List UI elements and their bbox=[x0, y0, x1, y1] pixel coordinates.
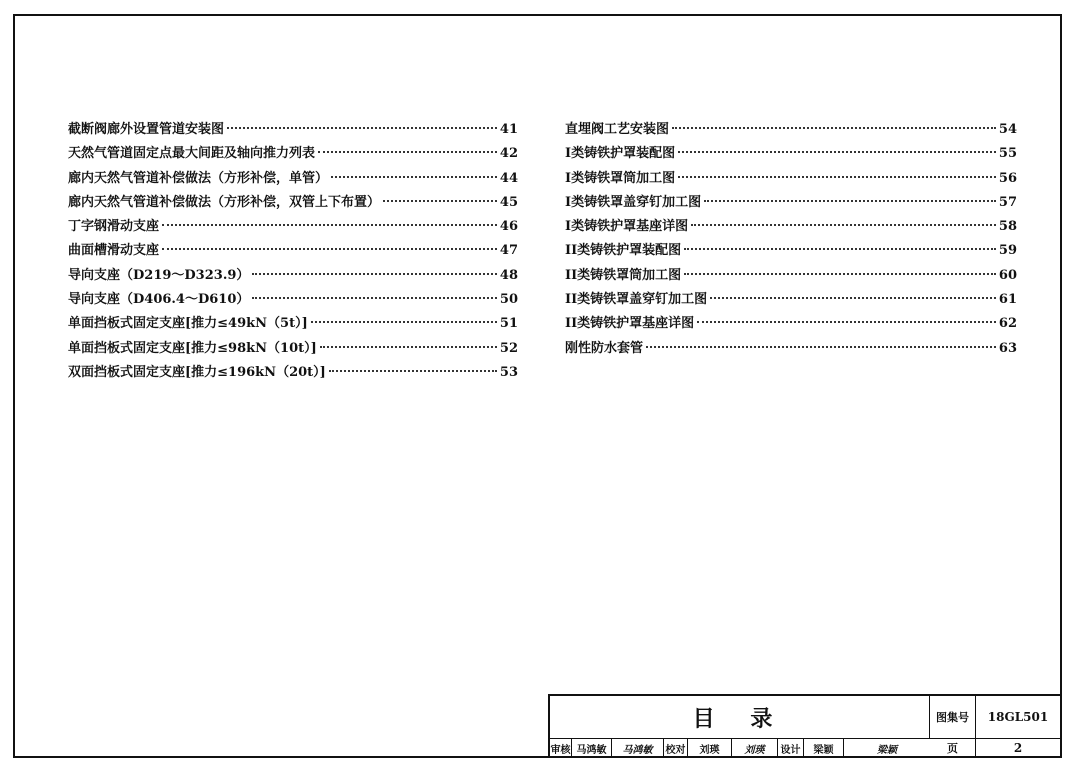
check-label: 校对 bbox=[664, 739, 688, 757]
toc-left-column bbox=[68, 118, 518, 385]
title-block bbox=[548, 694, 1060, 757]
toc-entry bbox=[68, 215, 518, 239]
toc-entry bbox=[68, 142, 518, 166]
toc-entry bbox=[565, 264, 1017, 288]
toc-entry bbox=[565, 191, 1017, 215]
designer-signature: 梁颖 bbox=[877, 744, 897, 756]
toc-entry-title: I类铸铁罩盖穿钉加工图 bbox=[565, 194, 702, 210]
toc-entry-page: 53 bbox=[499, 364, 518, 380]
toc-entry-page: 56 bbox=[998, 170, 1017, 186]
toc-entry-page: 63 bbox=[998, 340, 1017, 356]
toc-entry bbox=[565, 142, 1017, 166]
toc-entry bbox=[565, 337, 1017, 361]
toc-leader-dots bbox=[684, 273, 996, 275]
toc-leader-dots bbox=[646, 346, 996, 348]
toc-entry bbox=[565, 288, 1017, 312]
toc-entry-title: II类铸铁罩筒加工图 bbox=[565, 267, 682, 283]
toc-leader-dots bbox=[320, 346, 497, 348]
toc-leader-dots bbox=[672, 127, 996, 129]
checker-name: 刘瑛 bbox=[688, 739, 732, 757]
toc-entry-title: 导向支座（D406.4～D610） bbox=[68, 292, 250, 308]
toc-entry-page: 61 bbox=[998, 292, 1017, 308]
toc-entry-title: II类铸铁罩盖穿钉加工图 bbox=[565, 292, 708, 308]
toc-entry bbox=[565, 312, 1017, 336]
toc-entry-title: I类铸铁护罩装配图 bbox=[565, 146, 676, 162]
toc-leader-dots bbox=[678, 151, 996, 153]
toc-leader-dots bbox=[383, 200, 497, 202]
toc-entry-title: 单面挡板式固定支座[推力≤98kN（10t）] bbox=[68, 340, 317, 356]
toc-entry-title: 曲面槽滑动支座 bbox=[68, 243, 160, 259]
page-number: 2 bbox=[1013, 741, 1023, 755]
toc-entry bbox=[565, 239, 1017, 263]
toc-entry-page: 54 bbox=[998, 122, 1017, 137]
toc-entry bbox=[68, 361, 518, 385]
toc-entry bbox=[68, 167, 518, 191]
toc-entry-page: 45 bbox=[499, 194, 518, 210]
toc-entry-page: 57 bbox=[998, 194, 1017, 210]
toc-leader-dots bbox=[318, 151, 497, 153]
toc-entry-page: 41 bbox=[499, 122, 518, 137]
toc-entry-page: 50 bbox=[499, 292, 518, 308]
toc-leader-dots bbox=[162, 224, 497, 226]
design-label: 设计 bbox=[778, 739, 804, 757]
toc-entry-title: II类铸铁护罩基座详图 bbox=[565, 316, 695, 332]
toc-entry-title: 廊内天然气管道补偿做法（方形补偿，单管） bbox=[68, 170, 329, 186]
toc-entry bbox=[68, 264, 518, 288]
toc-entry bbox=[68, 191, 518, 215]
toc-entry bbox=[565, 167, 1017, 191]
toc-leader-dots bbox=[704, 200, 996, 202]
toc-leader-dots bbox=[331, 176, 497, 178]
toc-entry-page: 62 bbox=[998, 316, 1017, 332]
toc-entry-title: 导向支座（D219～D323.9） bbox=[68, 267, 250, 283]
toc-entry bbox=[68, 312, 518, 336]
review-label: 审核 bbox=[550, 739, 572, 757]
toc-entry-page: 52 bbox=[499, 340, 518, 356]
toc-entry-page: 48 bbox=[499, 267, 518, 283]
toc-entry-title: 刚性防水套管 bbox=[565, 340, 644, 356]
toc-entry bbox=[68, 337, 518, 361]
atlas-number: 18GL501 bbox=[976, 696, 1060, 739]
toc-entry-page: 58 bbox=[998, 219, 1017, 235]
toc-entry-title: 截断阀廊外设置管道安装图 bbox=[68, 122, 225, 137]
toc-entry-page: 59 bbox=[998, 243, 1017, 259]
drawing-title: 目 录 bbox=[550, 696, 930, 739]
toc-entry-title: 直埋阀工艺安装图 bbox=[565, 122, 670, 137]
reviewer-signature: 马鸿敏 bbox=[612, 739, 664, 757]
toc-entry-page: 47 bbox=[499, 243, 518, 259]
toc-entry-title: II类铸铁护罩装配图 bbox=[565, 243, 682, 259]
designer-name: 梁颖 bbox=[804, 739, 844, 757]
signature-row bbox=[550, 739, 930, 757]
toc-entry bbox=[68, 288, 518, 312]
toc-leader-dots bbox=[311, 321, 497, 323]
toc-leader-dots bbox=[329, 370, 497, 372]
toc-entry-page: 51 bbox=[499, 316, 518, 332]
page-label: 页 bbox=[930, 739, 976, 757]
toc-entry-page: 55 bbox=[998, 146, 1017, 162]
toc-entry-title: 双面挡板式固定支座[推力≤196kN（20t）] bbox=[68, 364, 326, 380]
toc-leader-dots bbox=[697, 321, 996, 323]
toc-entry-title: I类铸铁护罩基座详图 bbox=[565, 219, 689, 235]
checker-signature: 刘瑛 bbox=[732, 739, 778, 757]
toc-entry-page: 44 bbox=[499, 170, 518, 186]
toc-entry-title: 单面挡板式固定支座[推力≤49kN（5t）] bbox=[68, 316, 308, 332]
toc-entry-title: 丁字钢滑动支座 bbox=[68, 219, 160, 235]
toc-entry-page: 42 bbox=[499, 146, 518, 162]
toc-leader-dots bbox=[252, 297, 497, 299]
toc-entry bbox=[565, 118, 1017, 142]
toc-entry bbox=[68, 239, 518, 263]
toc-entry bbox=[68, 118, 518, 142]
toc-leader-dots bbox=[710, 297, 996, 299]
toc-leader-dots bbox=[691, 224, 996, 226]
toc-leader-dots bbox=[162, 248, 497, 250]
toc-entry-title: I类铸铁罩筒加工图 bbox=[565, 170, 676, 186]
toc-entry-title: 天然气管道固定点最大间距及轴向推力列表 bbox=[68, 146, 316, 162]
reviewer-name: 马鸿敏 bbox=[572, 739, 612, 757]
atlas-number-label: 图集号 bbox=[930, 696, 976, 739]
toc-right-column bbox=[565, 118, 1017, 361]
toc-leader-dots bbox=[684, 248, 996, 250]
toc-entry-title: 廊内天然气管道补偿做法（方形补偿，双管上下布置） bbox=[68, 194, 381, 210]
toc-leader-dots bbox=[227, 127, 497, 129]
toc-entry bbox=[565, 215, 1017, 239]
toc-entry-page: 60 bbox=[998, 267, 1017, 283]
toc-leader-dots bbox=[252, 273, 497, 275]
toc-entry-page: 46 bbox=[499, 219, 518, 235]
toc-leader-dots bbox=[678, 176, 996, 178]
